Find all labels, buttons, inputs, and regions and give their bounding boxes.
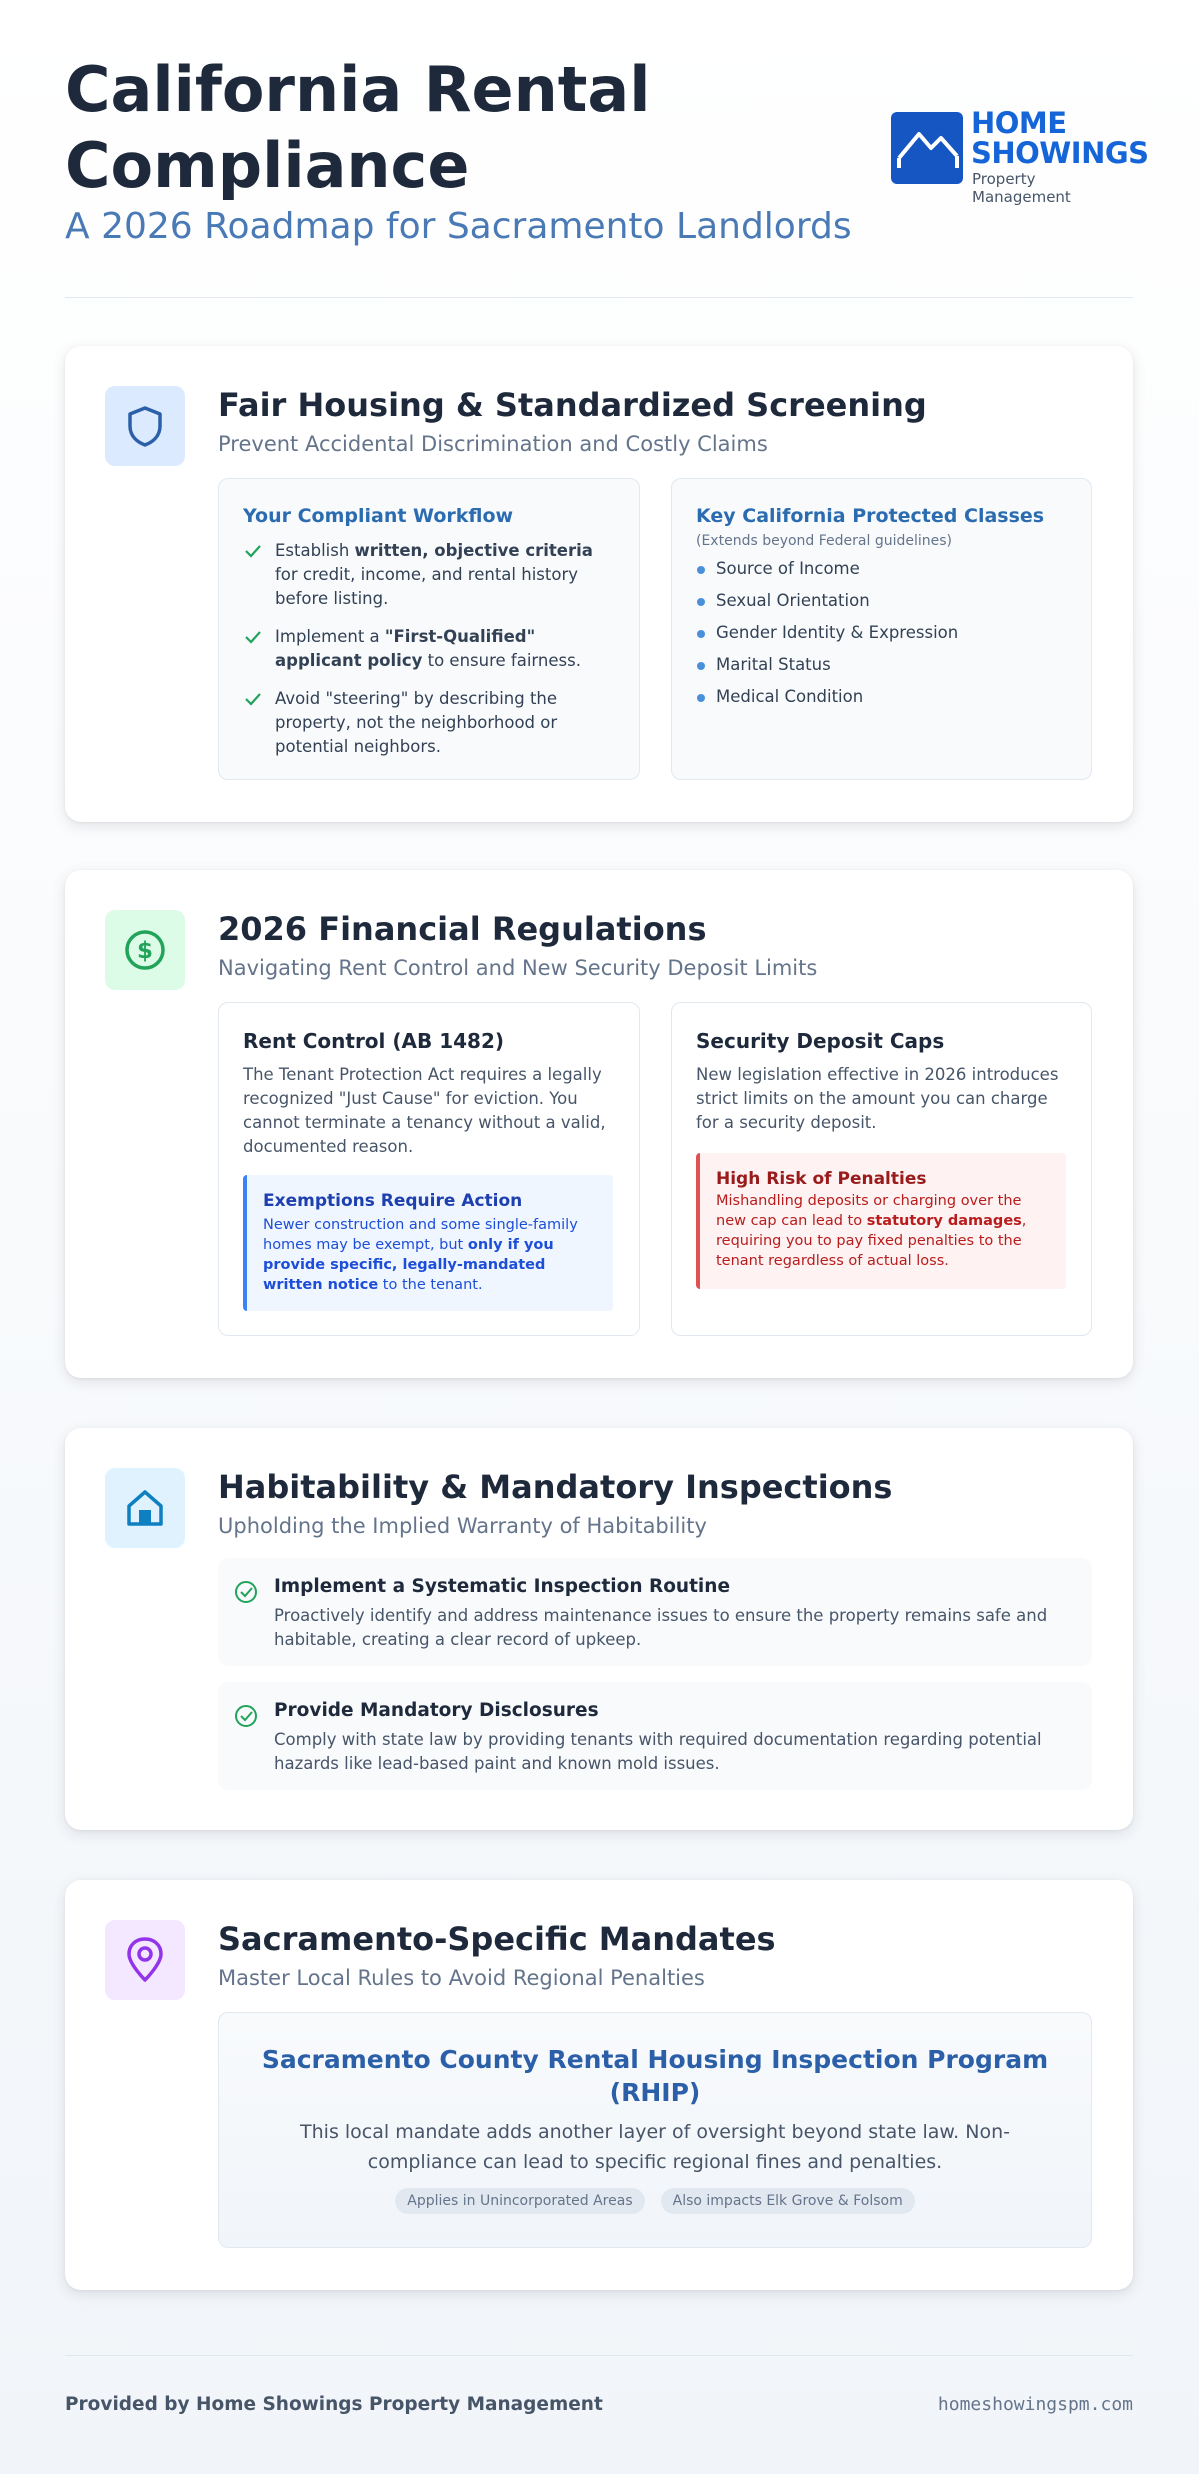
callout-body bbox=[716, 1191, 1050, 1271]
card-subtitle: Prevent Accidental Discrimination and Costly Claims bbox=[218, 432, 768, 456]
house-logo-icon bbox=[891, 112, 963, 184]
list-item: Gender Identity & Expression bbox=[696, 623, 958, 655]
program-title: Sacramento County Rental Housing Inspection Program (RHIP) bbox=[261, 2045, 1049, 2107]
callout-bold: statutory damages bbox=[866, 1213, 1022, 1229]
list-item: Source of Income bbox=[696, 559, 958, 591]
item-desc: Comply with state law by providing tenants with required documentation regarding potential hazards like lead-based paint and known mold issues. bbox=[274, 1730, 1042, 1773]
classes-list bbox=[696, 559, 958, 719]
logo-text-showings: SHOWINGS bbox=[971, 136, 1149, 170]
footer bbox=[65, 2355, 1133, 2415]
classes-note: (Extends beyond Federal guidelines) bbox=[696, 533, 953, 549]
list-item: Marital Status bbox=[696, 655, 958, 687]
house-icon bbox=[105, 1468, 185, 1548]
card-title: Sacramento-Specific Mandates bbox=[218, 1920, 776, 1958]
item-bold: "First-Qualified" applicant policy bbox=[275, 627, 536, 670]
item-pre: Implement a bbox=[275, 627, 385, 646]
check-icon bbox=[243, 689, 263, 709]
list-item: Sexual Orientation bbox=[696, 591, 958, 623]
footer-url[interactable]: homeshowingspm.com bbox=[937, 2394, 1133, 2415]
habitability-card bbox=[65, 1428, 1133, 1830]
habitability-item bbox=[218, 1558, 1092, 1666]
rent-control-desc: The Tenant Protection Act requires a legally recognized "Just Cause" for eviction. You cannot terminate a tenancy without a valid, documented reason. bbox=[243, 1065, 606, 1156]
card-title: 2026 Financial Regulations bbox=[218, 910, 707, 948]
habitability-item bbox=[218, 1682, 1092, 1790]
check-circle-icon bbox=[234, 1580, 258, 1604]
logo-text-home: HOME bbox=[971, 106, 1067, 140]
list-item bbox=[243, 625, 613, 673]
dollar-icon bbox=[105, 910, 185, 990]
check-icon bbox=[243, 627, 263, 647]
tag: Applies in Unincorporated Areas bbox=[395, 2188, 644, 2214]
item-pre: Establish bbox=[275, 541, 355, 560]
workflow-panel bbox=[218, 478, 640, 780]
item-post: to ensure fairness. bbox=[422, 651, 581, 670]
map-pin-icon bbox=[105, 1920, 185, 2000]
classes-heading: Key California Protected Classes bbox=[696, 505, 1045, 527]
deposit-desc: New legislation effective in 2026 introduces strict limits on the amount you can charge for a security deposit. bbox=[696, 1065, 1059, 1132]
tag-list bbox=[219, 2188, 1091, 2214]
callout-body bbox=[263, 1215, 597, 1295]
page-title: California Rental Compliance bbox=[65, 53, 651, 202]
callout-title: Exemptions Require Action bbox=[263, 1191, 523, 1211]
rhip-panel bbox=[218, 2012, 1092, 2248]
rent-control-panel bbox=[218, 1002, 640, 1336]
list-item bbox=[243, 687, 613, 759]
footer-credit: Provided by Home Showings Property Management bbox=[65, 2394, 603, 2415]
card-subtitle: Navigating Rent Control and New Security Deposit Limits bbox=[218, 956, 818, 980]
item-title: Provide Mandatory Disclosures bbox=[274, 1700, 599, 1721]
card-subtitle: Upholding the Implied Warranty of Habitability bbox=[218, 1514, 707, 1538]
company-logo[interactable] bbox=[891, 106, 1149, 206]
header bbox=[65, 0, 1149, 298]
shield-icon bbox=[105, 386, 185, 466]
penalties-callout bbox=[696, 1153, 1066, 1289]
check-circle-icon bbox=[234, 1704, 258, 1728]
item-title: Implement a Systematic Inspection Routine bbox=[274, 1576, 730, 1597]
tag: Also impacts Elk Grove & Folsom bbox=[661, 2188, 915, 2214]
item-pre: Avoid "steering" by describing the property, not the neighborhood or potential neighbors. bbox=[275, 689, 558, 756]
card-subtitle: Master Local Rules to Avoid Regional Penalties bbox=[218, 1966, 705, 1990]
callout-pre: Newer construction and some single-family homes may be exempt, but bbox=[263, 1217, 578, 1253]
item-bold: written, objective criteria bbox=[354, 541, 593, 560]
card-title: Habitability & Mandatory Inspections bbox=[218, 1468, 893, 1506]
deposit-heading: Security Deposit Caps bbox=[696, 1029, 945, 1053]
sacramento-card bbox=[65, 1880, 1133, 2290]
protected-classes-panel bbox=[671, 478, 1092, 780]
program-desc: This local mandate adds another layer of oversight beyond state law. Non-compliance can lead to specific regional fines and penalties. bbox=[300, 2121, 1010, 2173]
list-item: Medical Condition bbox=[696, 687, 958, 719]
fair-housing-card bbox=[65, 346, 1133, 822]
svg-text:$: $ bbox=[136, 938, 154, 964]
item-desc: Proactively identify and address maintenance issues to ensure the property remains safe and habitable, creating a clear record of upkeep. bbox=[274, 1606, 1048, 1649]
callout-pre: Mishandling deposits or charging over the new cap can lead to bbox=[716, 1193, 1022, 1229]
item-post: for credit, income, and rental history before listing. bbox=[275, 565, 578, 608]
page-subtitle: A 2026 Roadmap for Sacramento Landlords bbox=[65, 206, 852, 247]
card-title: Fair Housing & Standardized Screening bbox=[218, 386, 927, 424]
callout-title: High Risk of Penalties bbox=[716, 1169, 927, 1189]
list-item bbox=[243, 539, 613, 611]
callout-bold: only if you provide specific, legally-mandated written notice bbox=[263, 1237, 554, 1293]
deposit-panel bbox=[671, 1002, 1092, 1336]
workflow-heading: Your Compliant Workflow bbox=[243, 505, 514, 527]
rent-control-heading: Rent Control (AB 1482) bbox=[243, 1029, 504, 1053]
callout-post: to the tenant. bbox=[378, 1277, 483, 1293]
workflow-list bbox=[243, 539, 613, 773]
financial-card bbox=[65, 870, 1133, 1378]
logo-text-pm: Property Management bbox=[972, 170, 1071, 206]
exemptions-callout bbox=[243, 1175, 613, 1311]
page bbox=[65, 0, 1149, 2415]
check-icon bbox=[243, 541, 263, 561]
callout-post: , requiring you to pay fixed penalties to the tenant regardless of actual loss. bbox=[716, 1213, 1027, 1269]
